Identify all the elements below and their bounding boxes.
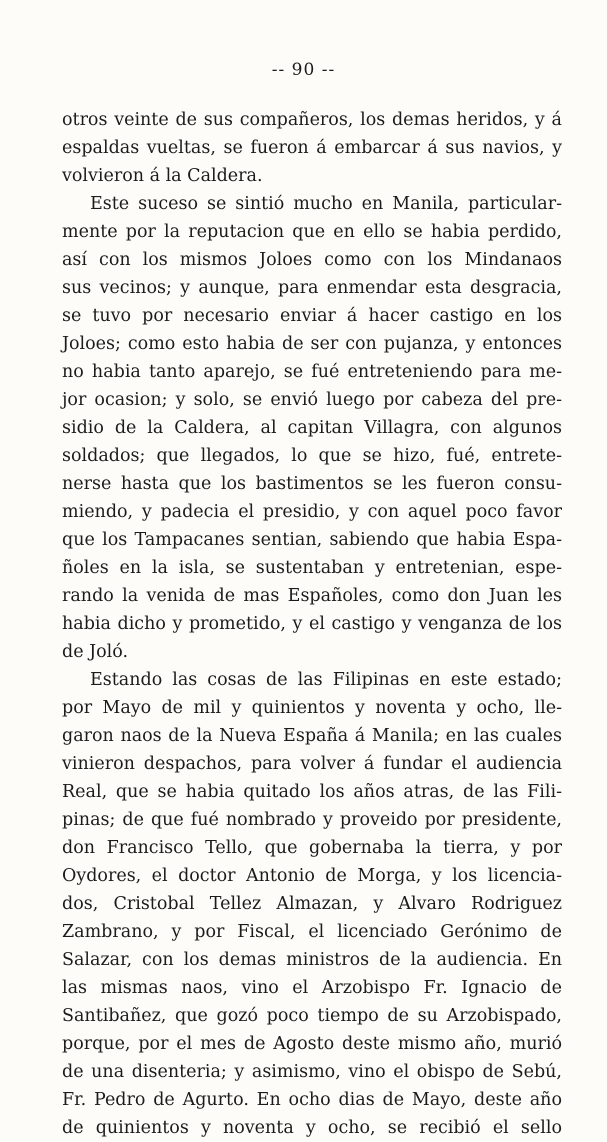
text-line: Fr. Pedro de Agurto. En ocho dias de Mayo, deste año — [62, 1090, 562, 1110]
text-line: Estando las cosas de las Filipinas en este estado; — [90, 670, 562, 690]
text-line: no habia tanto aparejo, se fué entreteniendo para me- — [62, 362, 562, 382]
text-line: jor ocasion; y solo, se envió luego por cabeza del pre- — [62, 390, 562, 410]
text-line: Zambrano, y por Fiscal, el licenciado Gerónimo de — [62, 922, 562, 942]
text-line: que los Tampacanes sentian, sabiendo que habia Espa- — [62, 530, 562, 550]
text-line: de quinientos y noventa y ocho, se recibió el sello — [62, 1118, 562, 1138]
text-line: ñoles en la isla, se sustentaban y entretenian, espe- — [62, 558, 562, 578]
text-line: vinieron despachos, para volver á fundar el audiencia — [62, 754, 562, 774]
text-line: sidio de la Caldera, al capitan Villagra, con algunos — [62, 418, 562, 438]
text-line: las mismas naos, vino el Arzobispo Fr. Ignacio de — [62, 978, 562, 998]
text-line: habia dicho y prometido, y el castigo y venganza de los — [62, 614, 562, 634]
text-line: Este suceso se sintió mucho en Manila, particular- — [90, 194, 562, 214]
text-line: se tuvo por necesario enviar á hacer castigo en los — [62, 306, 562, 326]
text-line: así con los mismos Joloes como con los Mindanaos — [62, 250, 562, 270]
text-line: volvieron á la Caldera. — [62, 166, 263, 186]
text-line: soldados; que llegados, lo que se hizo, fué, entrete- — [62, 446, 562, 466]
text-line: porque, por el mes de Agosto deste mismo año, murió — [62, 1034, 562, 1054]
text-line: Oydores, el doctor Antonio de Morga, y los licencia- — [62, 866, 562, 886]
text-line: otros veinte de sus compañeros, los demas heridos, y á — [62, 110, 562, 130]
text-line: sus vecinos; y aunque, para enmendar esta desgracia, — [62, 278, 562, 298]
text-line: miendo, y padecia el presidio, y con aquel poco favor — [62, 502, 562, 522]
text-line: por Mayo de mil y quinientos y noventa y ocho, lle- — [62, 698, 562, 718]
text-line: mente por la reputacion que en ello se habia perdido, — [62, 222, 562, 242]
text-line: nerse hasta que los bastimentos se les fueron consu- — [62, 474, 562, 494]
text-line: dos, Cristobal Tellez Almazan, y Alvaro Rodriguez — [62, 894, 562, 914]
text-line: don Francisco Tello, que gobernaba la tierra, y por — [62, 838, 562, 858]
text-line: Salazar, con los demas ministros de la audiencia. En — [62, 950, 562, 970]
text-line: rando la venida de mas Españoles, como don Juan les — [62, 586, 562, 606]
text-line: garon naos de la Nueva España á Manila; en las cuales — [62, 726, 562, 746]
text-line: de Joló. — [62, 642, 129, 662]
text-line: Santibañez, que gozó poco tiempo de su Arzobispado, — [62, 1006, 562, 1026]
text-line: espaldas vueltas, se fueron á embarcar á sus navios, y — [62, 138, 562, 158]
text-line: de una disenteria; y asimismo, vino el obispo de Sebú, — [62, 1062, 562, 1082]
text-line: Joloes; como esto habia de ser con pujanza, y entonces — [62, 334, 562, 354]
text-line: pinas; de que fué nombrado y proveido por presidente, — [62, 810, 562, 830]
page-number: -- 90 -- — [271, 60, 336, 80]
text-line: Real, que se habia quitado los años atras, de las Fili- — [62, 782, 562, 802]
body-text — [62, 106, 562, 1142]
